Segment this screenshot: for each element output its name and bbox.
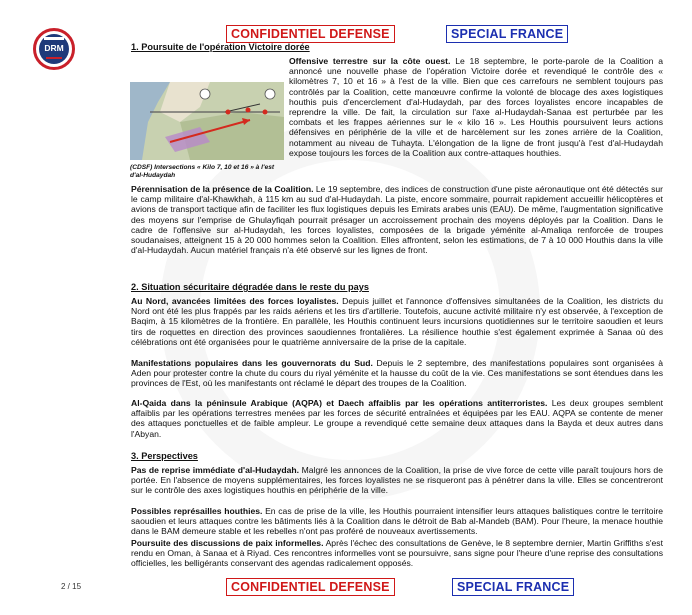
section-1-title: 1. Poursuite de l'opération Victoire dorée (131, 42, 310, 52)
section-2-paragraph-3 (131, 398, 663, 450)
header-special-banner: SPECIAL FRANCE (446, 25, 568, 43)
section-2-paragraph-2 (131, 358, 663, 400)
section-3-p2-text: En cas de prise de la ville, les Houthis pourraient intensifier leurs attaques balistiques contre le territoire saoudien et leurs attaques contre les bâtiments liés à la Coalition dans le détroit de Bab al-Mandeb (BAM). Pour l'heure, la menace houthie dans le BAM demeure stable et les rebelles n'ont pas proféré de nouveaux avertissements. (131, 506, 663, 537)
section-2-p2-text: Depuis le 2 septembre, des manifestations populaires sont organisées à Aden pour protester contre la chute du cours du riyal yéménite et la hausse du coût de la vie. Ces manifestations se sont étendues dans les provinces de l'Est, où les manifestants ont réclamé le départ des troupes de la Coalition. (131, 358, 663, 389)
section-2-p2-lead: Manifestations populaires dans les gouvernorats du Sud. (131, 358, 373, 368)
section-3-title: 3. Perspectives (131, 451, 198, 461)
section-2-p1-text: Depuis juillet et l'annonce d'offensives simultanées de la Coalition, les districts du Nord ont été les plus frappés par les raids aériens et les tirs d'artillerie. Toutefois, aucune activité militaire n'y est observée, à l'exception de Baqim, à 15 kilomètres de la frontière. En parallèle, les Houthis continuent leurs incursions quotidiennes sur le territoire saoudien et leurs tirs de roquettes en direction des provinces saoudiennes frontalières. La résilience houthie s'est également exprimée à Sanaa où des célébrations ont été organisées pour le quatrième anniversaire de la prise de la capitale. (131, 296, 663, 347)
section-3-p1-lead: Pas de reprise immédiate d'al-Hudaydah. (131, 465, 300, 475)
section-3-paragraph-1 (131, 465, 663, 507)
section-1-paragraph-2 (131, 184, 663, 276)
section-1-paragraph-1 (131, 56, 663, 196)
logo-stripe (44, 37, 64, 40)
footer-special-banner: SPECIAL FRANCE (452, 578, 574, 596)
section-2-p3-lead: Al-Qaida dans la péninsule Arabique (AQPA) et Daech affaiblis par les opérations antiterroristes. (131, 398, 548, 408)
section-3-p3-text: Après l'échec des consultations de Genève, le 8 septembre dernier, Martin Griffiths s'est rendu en Oman, à Sanaa et à Riyad. Ces rencontres informelles vont se poursuivre, sans signe pour l'heure d'une reprise des consultations officielles, les belligérants conservant des agendas radicalement opposés. (131, 538, 663, 569)
section-2-p1-lead: Au Nord, avancées limitées des forces loyalistes. (131, 296, 339, 306)
page-number: 2 / 15 (61, 582, 82, 591)
section-1-p2-text: Le 19 septembre, des indices de construction d'une piste aéronautique ont été détectés sur le camp militaire d'al-Khawkhah, à 115 km au sud d'al-Hudaydah. La piste, encore sommaire, pourrait rapidement accueillir hélicoptères et avions de transport tactique afin de faciliter les flux logistiques depuis les Emirats arabes unis (EAU). De même, l'augmentation significative des moyens sur l'emprise de Ghulayfiqah pourrait présager un accroissement prochain des moyens déployés par la Coalition. Dans le cadre de l'offensive sur al-Hudaydah, les forces loyalistes, composées de la brigade yéménite al-Amaliqa renforcée de troupes soudanaises, atteignent 15 à 20 000 hommes selon la Coalition. Elles affrontent, selon les estimations, de 7 à 10 000 Houthis dans la ville d'al-Hudaydah. Aucun matériel français n'a été observé sur les lignes de front. (131, 184, 663, 256)
logo-text: DRM (44, 43, 64, 53)
section-2-paragraph-1 (131, 296, 663, 358)
section-1-p2-lead: Pérennisation de la présence de la Coalition. (131, 184, 314, 194)
footer-confidential-banner: CONFIDENTIEL DEFENSE (226, 578, 395, 596)
section-3-p3-lead: Poursuite des discussions de paix informelles. (131, 538, 324, 548)
section-2-p3-text: Les deux groupes semblent affaiblis par les opérations terrestres menées par les forces de sécurité entraînées et équipées par les EAU. AQPA se contente de mener des attaques ponctuelles et de faible ampleur. Le groupe a revendiqué cette semaine deux attaques dans la Bayda et deux autres dans l'Abyan. (131, 398, 663, 439)
section-3-p2-lead: Possibles représailles houthies. (131, 506, 263, 516)
section-3-paragraph-3 (131, 538, 663, 578)
section-3-p1-text: Malgré les annonces de la Coalition, la prise de vive force de cette ville paraît toujours hors de portée. En l'absence de moyens supplémentaires, les forces loyalistes ne se risqueront pas à pénétrer dans la ville. Elles se concentreront sur le contrôle des axes logistiques houthis en périphérie de la ville. (131, 465, 663, 496)
section-1-p1-lead-full: Offensive terrestre sur la côte ouest. (289, 56, 451, 66)
section-2-title: 2. Situation sécuritaire dégradée dans le reste du pays (131, 282, 369, 292)
float-spacer (131, 56, 289, 172)
map-caption: (CDSF) Intersections « Kilo 7, 10 et 16 » à l'est d'al-Hudaydah (130, 164, 275, 179)
section-1-p1-text: Le 18 septembre, le porte-parole de la Coalition a annoncé une nouvelle phase de l'opération Victoire dorée et revendiqué le contrôle des « kilomètres 7, 10 et 16 » à l'est de la ville. Bien que ces carrefours ne semblent toujours pas contrôlés par la Coalition, cette manœuvre confirme la volonté de blocage des axes logistiques houthis puis d'encerclement d'al-Hudaydah, par des forces loyalistes encore incapables de reprendre la ville. De fait, la circulation sur l'axe al-Hudaydah-Sanaa est perturbée par les combats et les frappes aériennes sur le « kilo 16 ». Les Houthis poursuivent leurs actions défensives en périphérie de la ville et de harcèlement sur les zones arrière de la Coalition, notamment au niveau de Tuhayta. L'élongation de la ligne de front jusqu'à l'est d'al-Hudaydah expose toujours les forces de la Coalition aux contre-attaques houthies. (289, 56, 663, 158)
header-confidential-banner: CONFIDENTIEL DEFENSE (226, 25, 395, 43)
logo-stripe-red (46, 57, 62, 59)
drm-logo (33, 28, 75, 70)
